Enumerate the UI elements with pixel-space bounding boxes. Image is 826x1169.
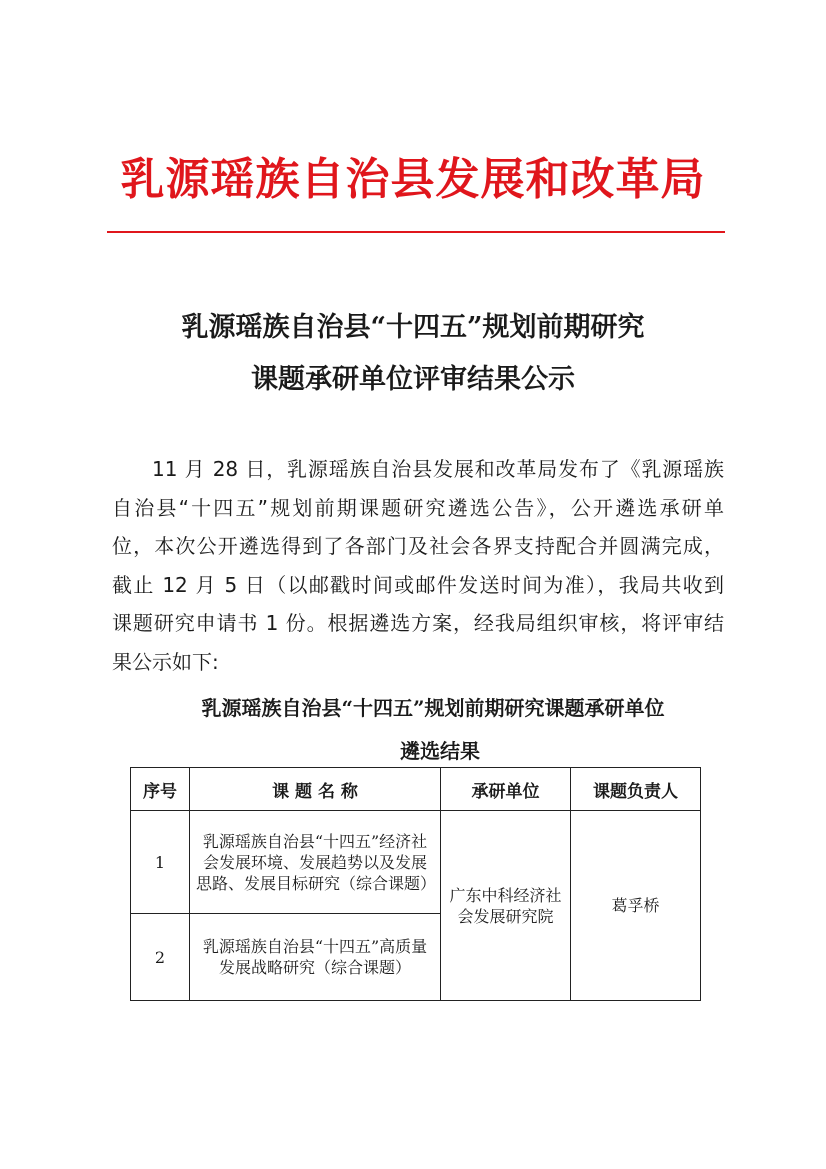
cell-serial-number: 2 [131,914,190,1001]
letterhead-divider [107,231,725,233]
body-line: 自治县“十四五”规划前期课题研究遴选公告》，公开遴选承研单 [112,495,724,520]
header-research-unit: 承研单位 [441,768,571,811]
header-topic-name: 课 题 名 称 [190,768,441,811]
table-title-line-1: 乳源瑶族自治县“十四五”规划前期研究课题承研单位 [201,696,665,720]
body-line: 截止 12 月 5 日（以邮戳时间或邮件发送时间为准），我局共收到 [112,572,724,597]
cell-research-unit: 广东中科经济社会发展研究院 [441,811,571,1001]
document-title-line-2: 课题承研单位评审结果公示 [251,364,575,395]
table-title-line-2: 遴选结果 [400,739,480,763]
body-line: 11 月 28 日，乳源瑶族自治县发展和改革局发布了《乳源瑶族 [152,457,724,481]
body-line: 课题研究申请书 1 份。根据遴选方案，经我局组织审核，将评审结 [112,611,724,636]
cell-serial-number: 1 [131,811,190,914]
cell-project-lead: 葛孚桥 [571,811,701,1001]
header-project-lead: 课题负责人 [571,768,701,811]
body-paragraph [112,450,724,682]
body-line: 果公示如下: [112,649,219,674]
cell-topic-name: 乳源瑶族自治县“十四五”高质量发展战略研究（综合课题） [190,914,441,1001]
body-line: 位，本次公开遴选得到了各部门及社会各界支持配合并圆满完成， [112,534,724,559]
selection-result-table [130,767,701,1001]
document-title-line-1: 乳源瑶族自治县“十四五”规划前期研究 [181,312,645,343]
table-row [131,811,701,914]
cell-topic-name: 乳源瑶族自治县“十四五”经济社会发展环境、发展趋势以及发展思路、发展目标研究（综合课题） [190,811,441,914]
org-letterhead-title: 乳源瑶族自治县发展和改革局 [120,154,706,205]
header-serial-number: 序号 [131,768,190,811]
table-header-row [131,768,701,811]
